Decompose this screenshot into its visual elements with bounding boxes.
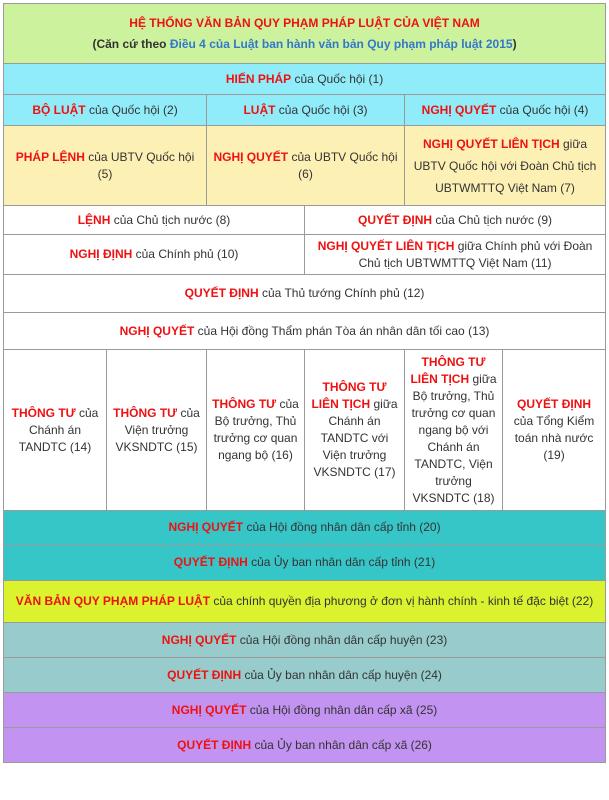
- level-na-resolution: NGHỊ QUYẾT của Quốc hội (4): [405, 95, 606, 126]
- table-title-cell: [4, 4, 606, 64]
- legal-documents-hierarchy-table: [3, 3, 606, 763]
- level-president-order: LỆNH của Chủ tịch nước (8): [4, 206, 305, 235]
- level-pm-decision: QUYẾT ĐỊNH của Thủ tướng Chính phủ (12): [4, 275, 606, 313]
- level-president-decision: QUYẾT ĐỊNH của Chủ tịch nước (9): [305, 206, 606, 235]
- level-state-audit-decision: QUYẾT ĐỊNH của Tổng Kiểm toán nhà nước (19): [503, 350, 606, 511]
- level-gov-decree: NGHỊ ĐỊNH của Chính phủ (10): [4, 235, 305, 275]
- level-district-council-resolution: NGHỊ QUYẾT của Hội đồng nhân dân cấp huyện (23): [4, 623, 606, 658]
- level-province-committee-decision: QUYẾT ĐỊNH của Ủy ban nhân dân cấp tỉnh (21): [4, 545, 606, 581]
- level-commune-committee-decision: QUYẾT ĐỊNH của Ủy ban nhân dân cấp xã (26): [4, 728, 606, 763]
- level-joint-circular-court-procuracy: THÔNG TƯ LIÊN TỊCH giữa Chánh án TANDTC với Viện trưởng VKSNDTC (17): [305, 350, 405, 511]
- table-title: HỆ THỐNG VĂN BẢN QUY PHẠM PHÁP LUẬT CỦA VIỆT NAM: [129, 15, 480, 30]
- legal-basis: (Căn cứ theo Điều 4 của Luật ban hành văn bản Quy phạm pháp luật 2015): [92, 36, 517, 51]
- level-circular-chief-justice: THÔNG TƯ của Chánh án TANDTC (14): [4, 350, 107, 511]
- level-circular-procurator: THÔNG TƯ của Viện trưởng VKSNDTC (15): [107, 350, 207, 511]
- level-sc-joint-resolution: NGHỊ QUYẾT LIÊN TỊCH giữa UBTV Quốc hội với Đoàn Chủ tịch UBTWMTTQ Việt Nam (7): [405, 126, 606, 206]
- level-sc-resolution: NGHỊ QUYẾT của UBTV Quốc hội (6): [207, 126, 405, 206]
- level-special-zone-documents: VĂN BẢN QUY PHẠM PHÁP LUẬT của chính quyền địa phương ở đơn vị hành chính - kinh tế đặc biệt (22): [4, 581, 606, 623]
- level-circular-minister: THÔNG TƯ của Bộ trưởng, Thủ trưởng cơ quan ngang bộ (16): [207, 350, 305, 511]
- level-commune-council-resolution: NGHỊ QUYẾT của Hội đồng nhân dân cấp xã (25): [4, 693, 606, 728]
- level-ordinance: PHÁP LỆNH của UBTV Quốc hội (5): [4, 126, 207, 206]
- level-law: LUẬT của Quốc hội (3): [207, 95, 405, 126]
- level-gov-joint-resolution: NGHỊ QUYẾT LIÊN TỊCH giữa Chính phủ với Đoàn Chủ tịch UBTWMTTQ Việt Nam (11): [305, 235, 606, 275]
- level-joint-circular-ministry: THÔNG TƯ LIÊN TỊCH giữa Bộ trưởng, Thủ trưởng cơ quan ngang bộ với Chánh án TANDTC, Viện trưởng VKSNDTC (18): [405, 350, 503, 511]
- level-province-council-resolution: NGHỊ QUYẾT của Hội đồng nhân dân cấp tỉnh (20): [4, 511, 606, 545]
- level-district-committee-decision: QUYẾT ĐỊNH của Ủy ban nhân dân cấp huyện (24): [4, 658, 606, 693]
- level-court-council-resolution: NGHỊ QUYẾT của Hội đồng Thẩm phán Tòa án nhân dân tối cao (13): [4, 313, 606, 350]
- legal-basis-link[interactable]: Điều 4 của Luật ban hành văn bản Quy phạm pháp luật 2015: [169, 36, 513, 51]
- level-code: BỘ LUẬT của Quốc hội (2): [4, 95, 207, 126]
- level-constitution: HIẾN PHÁP của Quốc hội (1): [4, 64, 606, 95]
